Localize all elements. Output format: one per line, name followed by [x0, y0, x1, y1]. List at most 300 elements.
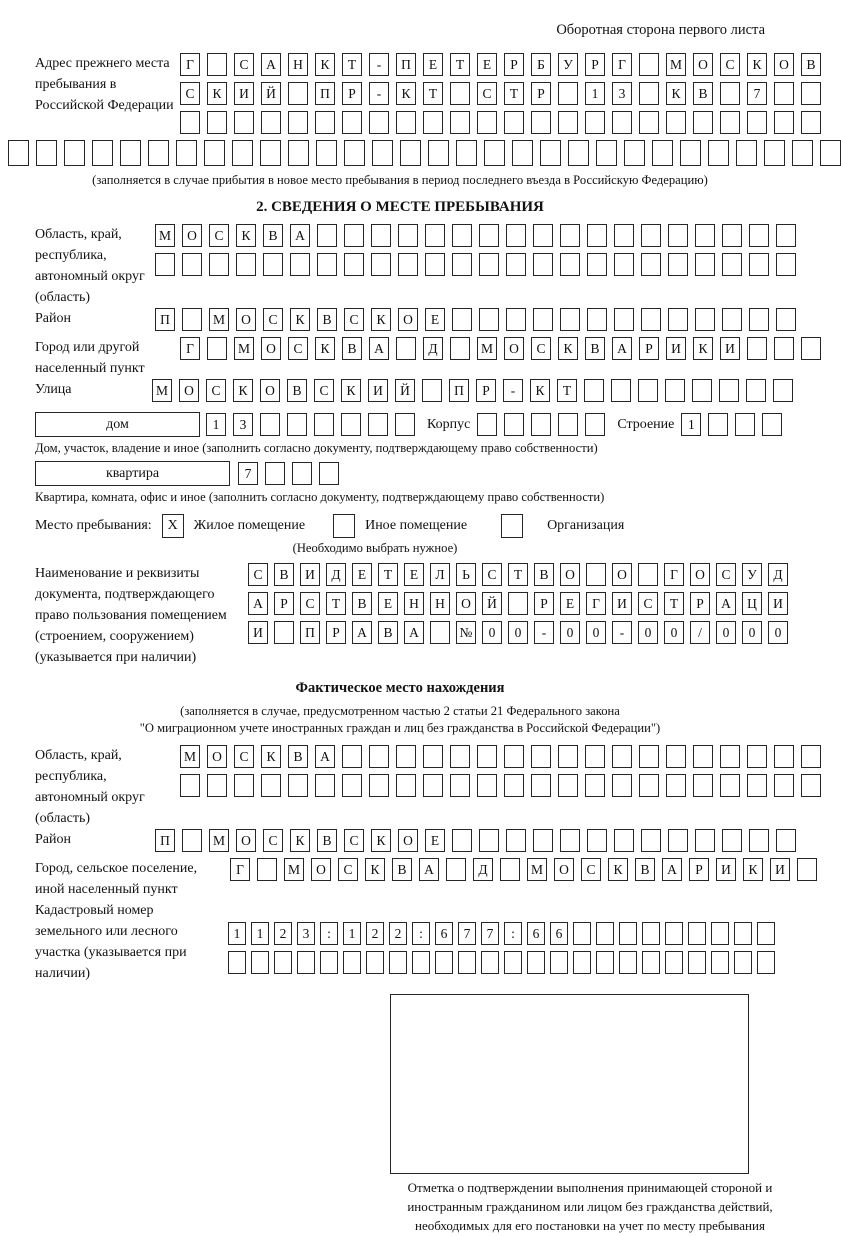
- char-box[interactable]: [288, 774, 308, 797]
- char-box[interactable]: И: [368, 379, 388, 402]
- char-box[interactable]: [500, 858, 520, 881]
- char-box[interactable]: [722, 308, 742, 331]
- char-box[interactable]: [180, 774, 200, 797]
- char-box[interactable]: С: [482, 563, 502, 586]
- char-box[interactable]: [288, 140, 309, 166]
- char-box[interactable]: [232, 140, 253, 166]
- char-box[interactable]: [639, 745, 659, 768]
- char-box[interactable]: [531, 745, 551, 768]
- char-box[interactable]: [585, 413, 605, 436]
- char-box[interactable]: С: [344, 308, 364, 331]
- char-box[interactable]: П: [396, 53, 416, 76]
- char-box[interactable]: С: [344, 829, 364, 852]
- char-box[interactable]: С: [720, 53, 740, 76]
- char-box[interactable]: [288, 82, 308, 105]
- char-box[interactable]: [747, 111, 767, 134]
- char-box[interactable]: И: [248, 621, 268, 644]
- char-box[interactable]: [619, 951, 637, 974]
- char-box[interactable]: М: [234, 337, 254, 360]
- char-box[interactable]: [317, 224, 337, 247]
- char-box[interactable]: 6: [527, 922, 545, 945]
- char-box[interactable]: 2: [366, 922, 384, 945]
- char-box[interactable]: [504, 111, 524, 134]
- char-box[interactable]: [452, 224, 472, 247]
- char-box[interactable]: Р: [534, 592, 554, 615]
- char-box[interactable]: Т: [557, 379, 577, 402]
- char-box[interactable]: [207, 53, 227, 76]
- char-box[interactable]: К: [236, 224, 256, 247]
- char-box[interactable]: [504, 774, 524, 797]
- char-box[interactable]: [228, 951, 246, 974]
- char-box[interactable]: [749, 829, 769, 852]
- char-box[interactable]: [596, 922, 614, 945]
- char-box[interactable]: Е: [425, 829, 445, 852]
- char-box[interactable]: [484, 140, 505, 166]
- char-box[interactable]: [774, 774, 794, 797]
- char-box[interactable]: [774, 745, 794, 768]
- char-box[interactable]: Т: [423, 82, 443, 105]
- char-box[interactable]: [531, 413, 551, 436]
- char-box[interactable]: [260, 140, 281, 166]
- char-box[interactable]: [666, 745, 686, 768]
- char-box[interactable]: 3: [612, 82, 632, 105]
- char-box[interactable]: [396, 111, 416, 134]
- char-box[interactable]: [820, 140, 841, 166]
- char-box[interactable]: 7: [458, 922, 476, 945]
- char-box[interactable]: [587, 253, 607, 276]
- char-box[interactable]: В: [317, 829, 337, 852]
- char-box[interactable]: [680, 140, 701, 166]
- char-box[interactable]: [762, 413, 782, 436]
- char-box[interactable]: К: [743, 858, 763, 881]
- char-box[interactable]: А: [662, 858, 682, 881]
- char-box[interactable]: [692, 379, 712, 402]
- char-box[interactable]: [343, 951, 361, 974]
- char-box[interactable]: У: [558, 53, 578, 76]
- char-box[interactable]: [435, 951, 453, 974]
- char-box[interactable]: 0: [508, 621, 528, 644]
- char-box[interactable]: [612, 111, 632, 134]
- char-box[interactable]: [204, 140, 225, 166]
- char-box[interactable]: [533, 224, 553, 247]
- char-box[interactable]: Й: [482, 592, 502, 615]
- char-box[interactable]: [776, 829, 796, 852]
- char-box[interactable]: [801, 337, 821, 360]
- char-box[interactable]: М: [527, 858, 547, 881]
- char-box[interactable]: С: [531, 337, 551, 360]
- char-box[interactable]: К: [530, 379, 550, 402]
- char-box[interactable]: 7: [238, 462, 258, 485]
- char-box[interactable]: [369, 774, 389, 797]
- char-box[interactable]: [423, 745, 443, 768]
- char-box[interactable]: П: [155, 829, 175, 852]
- char-box[interactable]: С: [248, 563, 268, 586]
- char-box[interactable]: [638, 379, 658, 402]
- char-box[interactable]: [573, 922, 591, 945]
- char-box[interactable]: 0: [742, 621, 762, 644]
- char-box[interactable]: 7: [481, 922, 499, 945]
- char-box[interactable]: [531, 774, 551, 797]
- char-box[interactable]: [736, 140, 757, 166]
- char-box[interactable]: С: [638, 592, 658, 615]
- char-box[interactable]: И: [768, 592, 788, 615]
- char-box[interactable]: [776, 224, 796, 247]
- char-box[interactable]: М: [152, 379, 172, 402]
- char-box[interactable]: [297, 951, 315, 974]
- char-box[interactable]: В: [534, 563, 554, 586]
- char-box[interactable]: [560, 829, 580, 852]
- char-box[interactable]: С: [338, 858, 358, 881]
- char-box[interactable]: [372, 140, 393, 166]
- char-box[interactable]: [342, 111, 362, 134]
- char-box[interactable]: С: [180, 82, 200, 105]
- char-box[interactable]: 0: [560, 621, 580, 644]
- char-box[interactable]: [757, 922, 775, 945]
- char-box[interactable]: [314, 413, 334, 436]
- char-box[interactable]: Д: [768, 563, 788, 586]
- char-box[interactable]: [450, 82, 470, 105]
- char-box[interactable]: [585, 111, 605, 134]
- char-box[interactable]: [342, 774, 362, 797]
- char-box[interactable]: М: [155, 224, 175, 247]
- char-box[interactable]: О: [179, 379, 199, 402]
- char-box[interactable]: К: [315, 337, 335, 360]
- char-box[interactable]: [720, 82, 740, 105]
- char-box[interactable]: [504, 745, 524, 768]
- char-box[interactable]: О: [236, 308, 256, 331]
- char-box[interactable]: Г: [586, 592, 606, 615]
- char-box[interactable]: :: [504, 922, 522, 945]
- char-box[interactable]: 0: [664, 621, 684, 644]
- char-box[interactable]: М: [666, 53, 686, 76]
- char-box[interactable]: С: [288, 337, 308, 360]
- char-box[interactable]: В: [317, 308, 337, 331]
- char-box[interactable]: [506, 308, 526, 331]
- char-box[interactable]: 2: [389, 922, 407, 945]
- char-box[interactable]: [180, 111, 200, 134]
- char-box[interactable]: [512, 140, 533, 166]
- char-box[interactable]: Д: [423, 337, 443, 360]
- char-box[interactable]: [719, 379, 739, 402]
- char-box[interactable]: 6: [435, 922, 453, 945]
- char-box[interactable]: О: [456, 592, 476, 615]
- char-box[interactable]: [263, 253, 283, 276]
- char-box[interactable]: [560, 253, 580, 276]
- char-box[interactable]: [614, 829, 634, 852]
- char-box[interactable]: [641, 829, 661, 852]
- char-box[interactable]: [747, 745, 767, 768]
- char-box[interactable]: 6: [550, 922, 568, 945]
- char-box[interactable]: [688, 951, 706, 974]
- char-box[interactable]: [458, 951, 476, 974]
- char-box[interactable]: Н: [404, 592, 424, 615]
- char-box[interactable]: -: [369, 82, 389, 105]
- char-box[interactable]: [722, 829, 742, 852]
- char-box[interactable]: [527, 951, 545, 974]
- char-box[interactable]: К: [371, 308, 391, 331]
- char-box[interactable]: Й: [395, 379, 415, 402]
- char-box[interactable]: [652, 140, 673, 166]
- char-box[interactable]: А: [419, 858, 439, 881]
- char-box[interactable]: [452, 829, 472, 852]
- char-box[interactable]: [764, 140, 785, 166]
- char-box[interactable]: [695, 253, 715, 276]
- char-box[interactable]: [182, 829, 202, 852]
- char-box[interactable]: [550, 951, 568, 974]
- char-box[interactable]: [234, 111, 254, 134]
- char-box[interactable]: К: [341, 379, 361, 402]
- char-box[interactable]: Е: [378, 592, 398, 615]
- char-box[interactable]: [450, 745, 470, 768]
- char-box[interactable]: 1: [585, 82, 605, 105]
- char-box[interactable]: [776, 253, 796, 276]
- char-box[interactable]: С: [209, 224, 229, 247]
- char-box[interactable]: [425, 224, 445, 247]
- char-box[interactable]: [92, 140, 113, 166]
- char-box[interactable]: Д: [326, 563, 346, 586]
- char-box[interactable]: [668, 829, 688, 852]
- char-box[interactable]: [558, 111, 578, 134]
- char-box[interactable]: [504, 951, 522, 974]
- char-box[interactable]: С: [263, 829, 283, 852]
- char-box[interactable]: [369, 745, 389, 768]
- char-box[interactable]: [688, 922, 706, 945]
- char-box[interactable]: 1: [343, 922, 361, 945]
- char-box[interactable]: [801, 774, 821, 797]
- char-box[interactable]: [366, 951, 384, 974]
- char-box[interactable]: О: [398, 308, 418, 331]
- char-box[interactable]: [342, 745, 362, 768]
- char-box[interactable]: [182, 253, 202, 276]
- char-box[interactable]: [708, 413, 728, 436]
- char-box[interactable]: О: [690, 563, 710, 586]
- char-box[interactable]: [722, 224, 742, 247]
- checkbox-organization[interactable]: [501, 514, 523, 538]
- char-box[interactable]: [182, 308, 202, 331]
- char-box[interactable]: [477, 774, 497, 797]
- char-box[interactable]: [720, 745, 740, 768]
- char-box[interactable]: [423, 111, 443, 134]
- char-box[interactable]: [642, 922, 660, 945]
- char-box[interactable]: [587, 829, 607, 852]
- char-box[interactable]: [734, 951, 752, 974]
- char-box[interactable]: С: [234, 745, 254, 768]
- char-box[interactable]: Е: [352, 563, 372, 586]
- char-box[interactable]: [558, 413, 578, 436]
- char-box[interactable]: И: [770, 858, 790, 881]
- apartment-field[interactable]: квартира: [35, 461, 230, 486]
- char-box[interactable]: [479, 253, 499, 276]
- char-box[interactable]: [290, 253, 310, 276]
- checkbox-residential[interactable]: X: [162, 514, 184, 538]
- char-box[interactable]: Г: [230, 858, 250, 881]
- char-box[interactable]: [479, 308, 499, 331]
- char-box[interactable]: [773, 379, 793, 402]
- char-box[interactable]: [477, 111, 497, 134]
- char-box[interactable]: В: [693, 82, 713, 105]
- char-box[interactable]: И: [234, 82, 254, 105]
- char-box[interactable]: С: [477, 82, 497, 105]
- char-box[interactable]: [596, 140, 617, 166]
- char-box[interactable]: [368, 413, 388, 436]
- checkbox-other-premises[interactable]: [333, 514, 355, 538]
- char-box[interactable]: Р: [585, 53, 605, 76]
- char-box[interactable]: [668, 308, 688, 331]
- char-box[interactable]: К: [396, 82, 416, 105]
- char-box[interactable]: [695, 829, 715, 852]
- char-box[interactable]: [207, 111, 227, 134]
- char-box[interactable]: С: [206, 379, 226, 402]
- char-box[interactable]: [317, 253, 337, 276]
- char-box[interactable]: [708, 140, 729, 166]
- char-box[interactable]: [389, 951, 407, 974]
- char-box[interactable]: [287, 413, 307, 436]
- char-box[interactable]: Т: [450, 53, 470, 76]
- char-box[interactable]: [319, 462, 339, 485]
- char-box[interactable]: К: [371, 829, 391, 852]
- char-box[interactable]: [693, 111, 713, 134]
- char-box[interactable]: 1: [681, 413, 701, 436]
- char-box[interactable]: [801, 745, 821, 768]
- char-box[interactable]: [614, 253, 634, 276]
- char-box[interactable]: С: [314, 379, 334, 402]
- char-box[interactable]: [666, 111, 686, 134]
- char-box[interactable]: Р: [342, 82, 362, 105]
- char-box[interactable]: [665, 951, 683, 974]
- char-box[interactable]: С: [581, 858, 601, 881]
- char-box[interactable]: [450, 337, 470, 360]
- char-box[interactable]: [398, 224, 418, 247]
- char-box[interactable]: [533, 829, 553, 852]
- char-box[interactable]: К: [608, 858, 628, 881]
- char-box[interactable]: [774, 111, 794, 134]
- char-box[interactable]: [642, 951, 660, 974]
- char-box[interactable]: [450, 111, 470, 134]
- char-box[interactable]: [412, 951, 430, 974]
- char-box[interactable]: [641, 224, 661, 247]
- char-box[interactable]: [207, 337, 227, 360]
- char-box[interactable]: [797, 858, 817, 881]
- char-box[interactable]: [508, 592, 528, 615]
- char-box[interactable]: Д: [473, 858, 493, 881]
- char-box[interactable]: [260, 413, 280, 436]
- char-box[interactable]: [371, 253, 391, 276]
- char-box[interactable]: К: [693, 337, 713, 360]
- char-box[interactable]: О: [182, 224, 202, 247]
- char-box[interactable]: [540, 140, 561, 166]
- char-box[interactable]: [695, 308, 715, 331]
- char-box[interactable]: Е: [477, 53, 497, 76]
- char-box[interactable]: [477, 745, 497, 768]
- char-box[interactable]: [315, 774, 335, 797]
- char-box[interactable]: А: [290, 224, 310, 247]
- char-box[interactable]: [531, 111, 551, 134]
- char-box[interactable]: [585, 745, 605, 768]
- char-box[interactable]: Т: [508, 563, 528, 586]
- char-box[interactable]: Т: [342, 53, 362, 76]
- char-box[interactable]: В: [274, 563, 294, 586]
- char-box[interactable]: О: [260, 379, 280, 402]
- char-box[interactable]: [735, 413, 755, 436]
- char-box[interactable]: [481, 951, 499, 974]
- char-box[interactable]: [792, 140, 813, 166]
- char-box[interactable]: [668, 253, 688, 276]
- char-box[interactable]: -: [503, 379, 523, 402]
- char-box[interactable]: [584, 379, 604, 402]
- char-box[interactable]: К: [233, 379, 253, 402]
- char-box[interactable]: [774, 337, 794, 360]
- char-box[interactable]: 0: [768, 621, 788, 644]
- char-box[interactable]: Н: [288, 53, 308, 76]
- char-box[interactable]: В: [287, 379, 307, 402]
- char-box[interactable]: [693, 774, 713, 797]
- char-box[interactable]: [344, 140, 365, 166]
- char-box[interactable]: [614, 224, 634, 247]
- char-box[interactable]: 3: [233, 413, 253, 436]
- char-box[interactable]: С: [300, 592, 320, 615]
- char-box[interactable]: 0: [716, 621, 736, 644]
- char-box[interactable]: П: [155, 308, 175, 331]
- char-box[interactable]: [369, 111, 389, 134]
- char-box[interactable]: [176, 140, 197, 166]
- char-box[interactable]: [423, 774, 443, 797]
- char-box[interactable]: [236, 253, 256, 276]
- char-box[interactable]: [261, 774, 281, 797]
- char-box[interactable]: 1: [228, 922, 246, 945]
- char-box[interactable]: [585, 774, 605, 797]
- char-box[interactable]: А: [612, 337, 632, 360]
- char-box[interactable]: К: [290, 308, 310, 331]
- char-box[interactable]: [292, 462, 312, 485]
- char-box[interactable]: [586, 563, 606, 586]
- char-box[interactable]: Б: [531, 53, 551, 76]
- char-box[interactable]: [371, 224, 391, 247]
- char-box[interactable]: :: [412, 922, 430, 945]
- char-box[interactable]: [720, 774, 740, 797]
- char-box[interactable]: [36, 140, 57, 166]
- char-box[interactable]: П: [300, 621, 320, 644]
- char-box[interactable]: [506, 829, 526, 852]
- char-box[interactable]: К: [666, 82, 686, 105]
- char-box[interactable]: [209, 253, 229, 276]
- char-box[interactable]: [573, 951, 591, 974]
- char-box[interactable]: С: [716, 563, 736, 586]
- char-box[interactable]: [722, 253, 742, 276]
- char-box[interactable]: [665, 922, 683, 945]
- char-box[interactable]: У: [742, 563, 762, 586]
- char-box[interactable]: О: [398, 829, 418, 852]
- char-box[interactable]: [398, 253, 418, 276]
- char-box[interactable]: Г: [180, 53, 200, 76]
- char-box[interactable]: Е: [560, 592, 580, 615]
- char-box[interactable]: О: [311, 858, 331, 881]
- char-box[interactable]: 0: [638, 621, 658, 644]
- char-box[interactable]: [747, 337, 767, 360]
- char-box[interactable]: О: [207, 745, 227, 768]
- char-box[interactable]: [638, 563, 658, 586]
- char-box[interactable]: О: [693, 53, 713, 76]
- char-box[interactable]: А: [352, 621, 372, 644]
- char-box[interactable]: К: [207, 82, 227, 105]
- char-box[interactable]: [456, 140, 477, 166]
- char-box[interactable]: Р: [274, 592, 294, 615]
- char-box[interactable]: [596, 951, 614, 974]
- char-box[interactable]: [720, 111, 740, 134]
- char-box[interactable]: [344, 224, 364, 247]
- char-box[interactable]: [568, 140, 589, 166]
- char-box[interactable]: [234, 774, 254, 797]
- char-box[interactable]: [257, 858, 277, 881]
